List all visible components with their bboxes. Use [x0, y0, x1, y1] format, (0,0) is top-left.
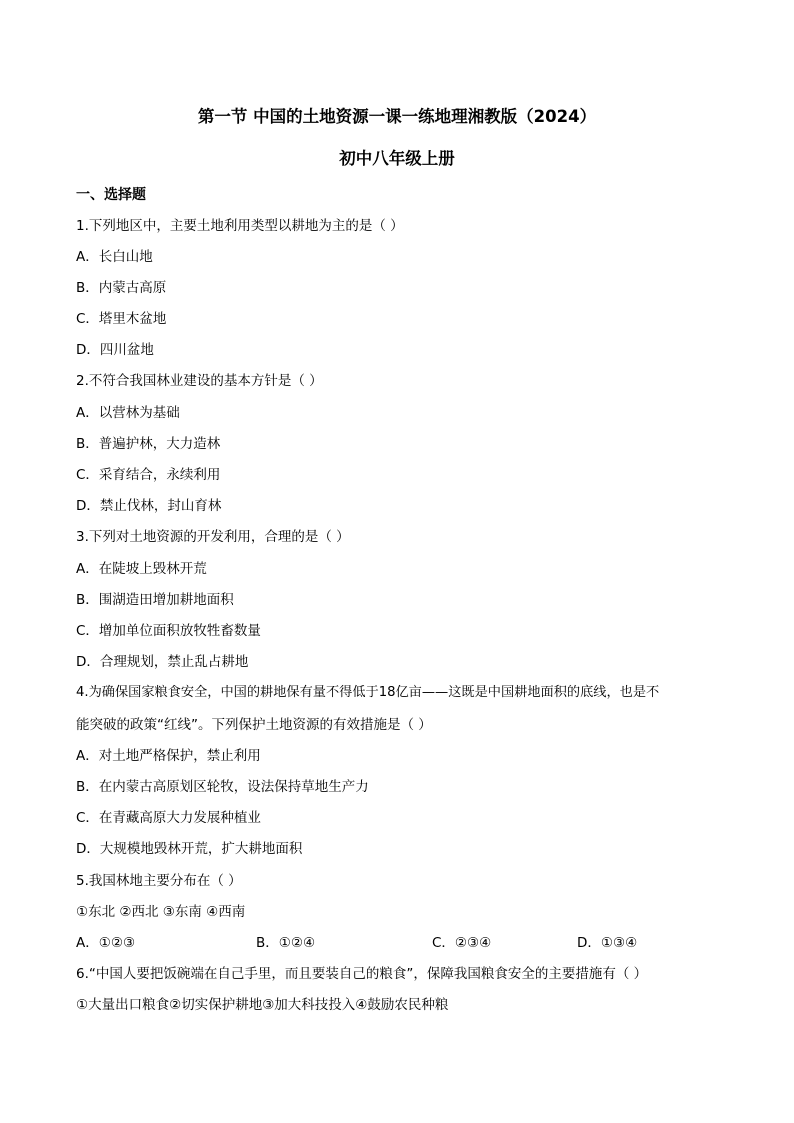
question-2-option-a: A．以营林为基础 — [76, 405, 180, 421]
section-heading: 一、选择题 — [76, 187, 146, 203]
question-5-choices: ①东北 ②西北 ③东南 ④西南 — [76, 904, 246, 920]
question-1-option-c: C．塔里木盆地 — [76, 311, 167, 327]
question-3-option-b: B．围湖造田增加耕地面积 — [76, 592, 234, 608]
question-3-option-d: D．合理规划，禁止乱占耕地 — [76, 654, 249, 670]
question-1-option-a: A．长白山地 — [76, 249, 153, 265]
question-4-stem-line-1: 4.为确保国家粮食安全，中国的耕地保有量不得低于18亿亩——这既是中国耕地面积的底线，也是不 — [76, 685, 660, 700]
document-title: 第一节 中国的土地资源一课一练地理湘教版（2024） — [197, 107, 597, 126]
question-4-option-c: C．在青藏高原大力发展种植业 — [76, 810, 261, 826]
question-4-option-d: D．大规模地毁林开荒，扩大耕地面积 — [76, 841, 303, 857]
question-2-stem: 2.不符合我国林业建设的基本方针是（ ） — [76, 373, 323, 389]
question-5-option-a: A．①②③ — [76, 935, 136, 951]
question-2-option-b: B．普遍护林，大力造林 — [76, 436, 221, 452]
question-6-stem: 6.“中国人要把饭碗端在自己手里，而且要装自己的粮食”，保障我国粮食安全的主要措施有（ ） — [76, 966, 648, 982]
question-3-option-c: C．增加单位面积放牧牲畜数量 — [76, 623, 261, 639]
question-5-option-c: C．②③④ — [432, 935, 492, 951]
question-4-option-b: B．在内蒙古高原划区轮牧，设法保持草地生产力 — [76, 779, 369, 795]
question-3-option-a: A．在陡坡上毁林开荒 — [76, 561, 207, 577]
question-5-option-d: D．①③④ — [577, 935, 638, 951]
question-3-stem: 3.下列对土地资源的开发利用，合理的是（ ） — [76, 529, 350, 545]
question-5-stem: 5.我国林地主要分布在（ ） — [76, 873, 242, 889]
question-2-option-c: C．采育结合，永续利用 — [76, 467, 221, 483]
question-1-option-d: D．四川盆地 — [76, 342, 154, 358]
question-4-option-a: A．对土地严格保护，禁止利用 — [76, 748, 261, 764]
question-6-choices: ①大量出口粮食②切实保护耕地③加大科技投入④鼓励农民种粮 — [76, 997, 449, 1013]
question-1-option-b: B．内蒙古高原 — [76, 280, 167, 296]
question-4-stem-line-2: 能突破的政策“红线”。下列保护土地资源的有效措施是（ ） — [76, 717, 432, 733]
document-subtitle: 初中八年级上册 — [339, 149, 455, 168]
question-2-option-d: D．禁止伐林，封山育林 — [76, 498, 222, 514]
question-1-stem: 1.下列地区中，主要土地利用类型以耕地为主的是（ ） — [76, 218, 404, 234]
question-5-option-b: B．①②④ — [256, 935, 316, 951]
